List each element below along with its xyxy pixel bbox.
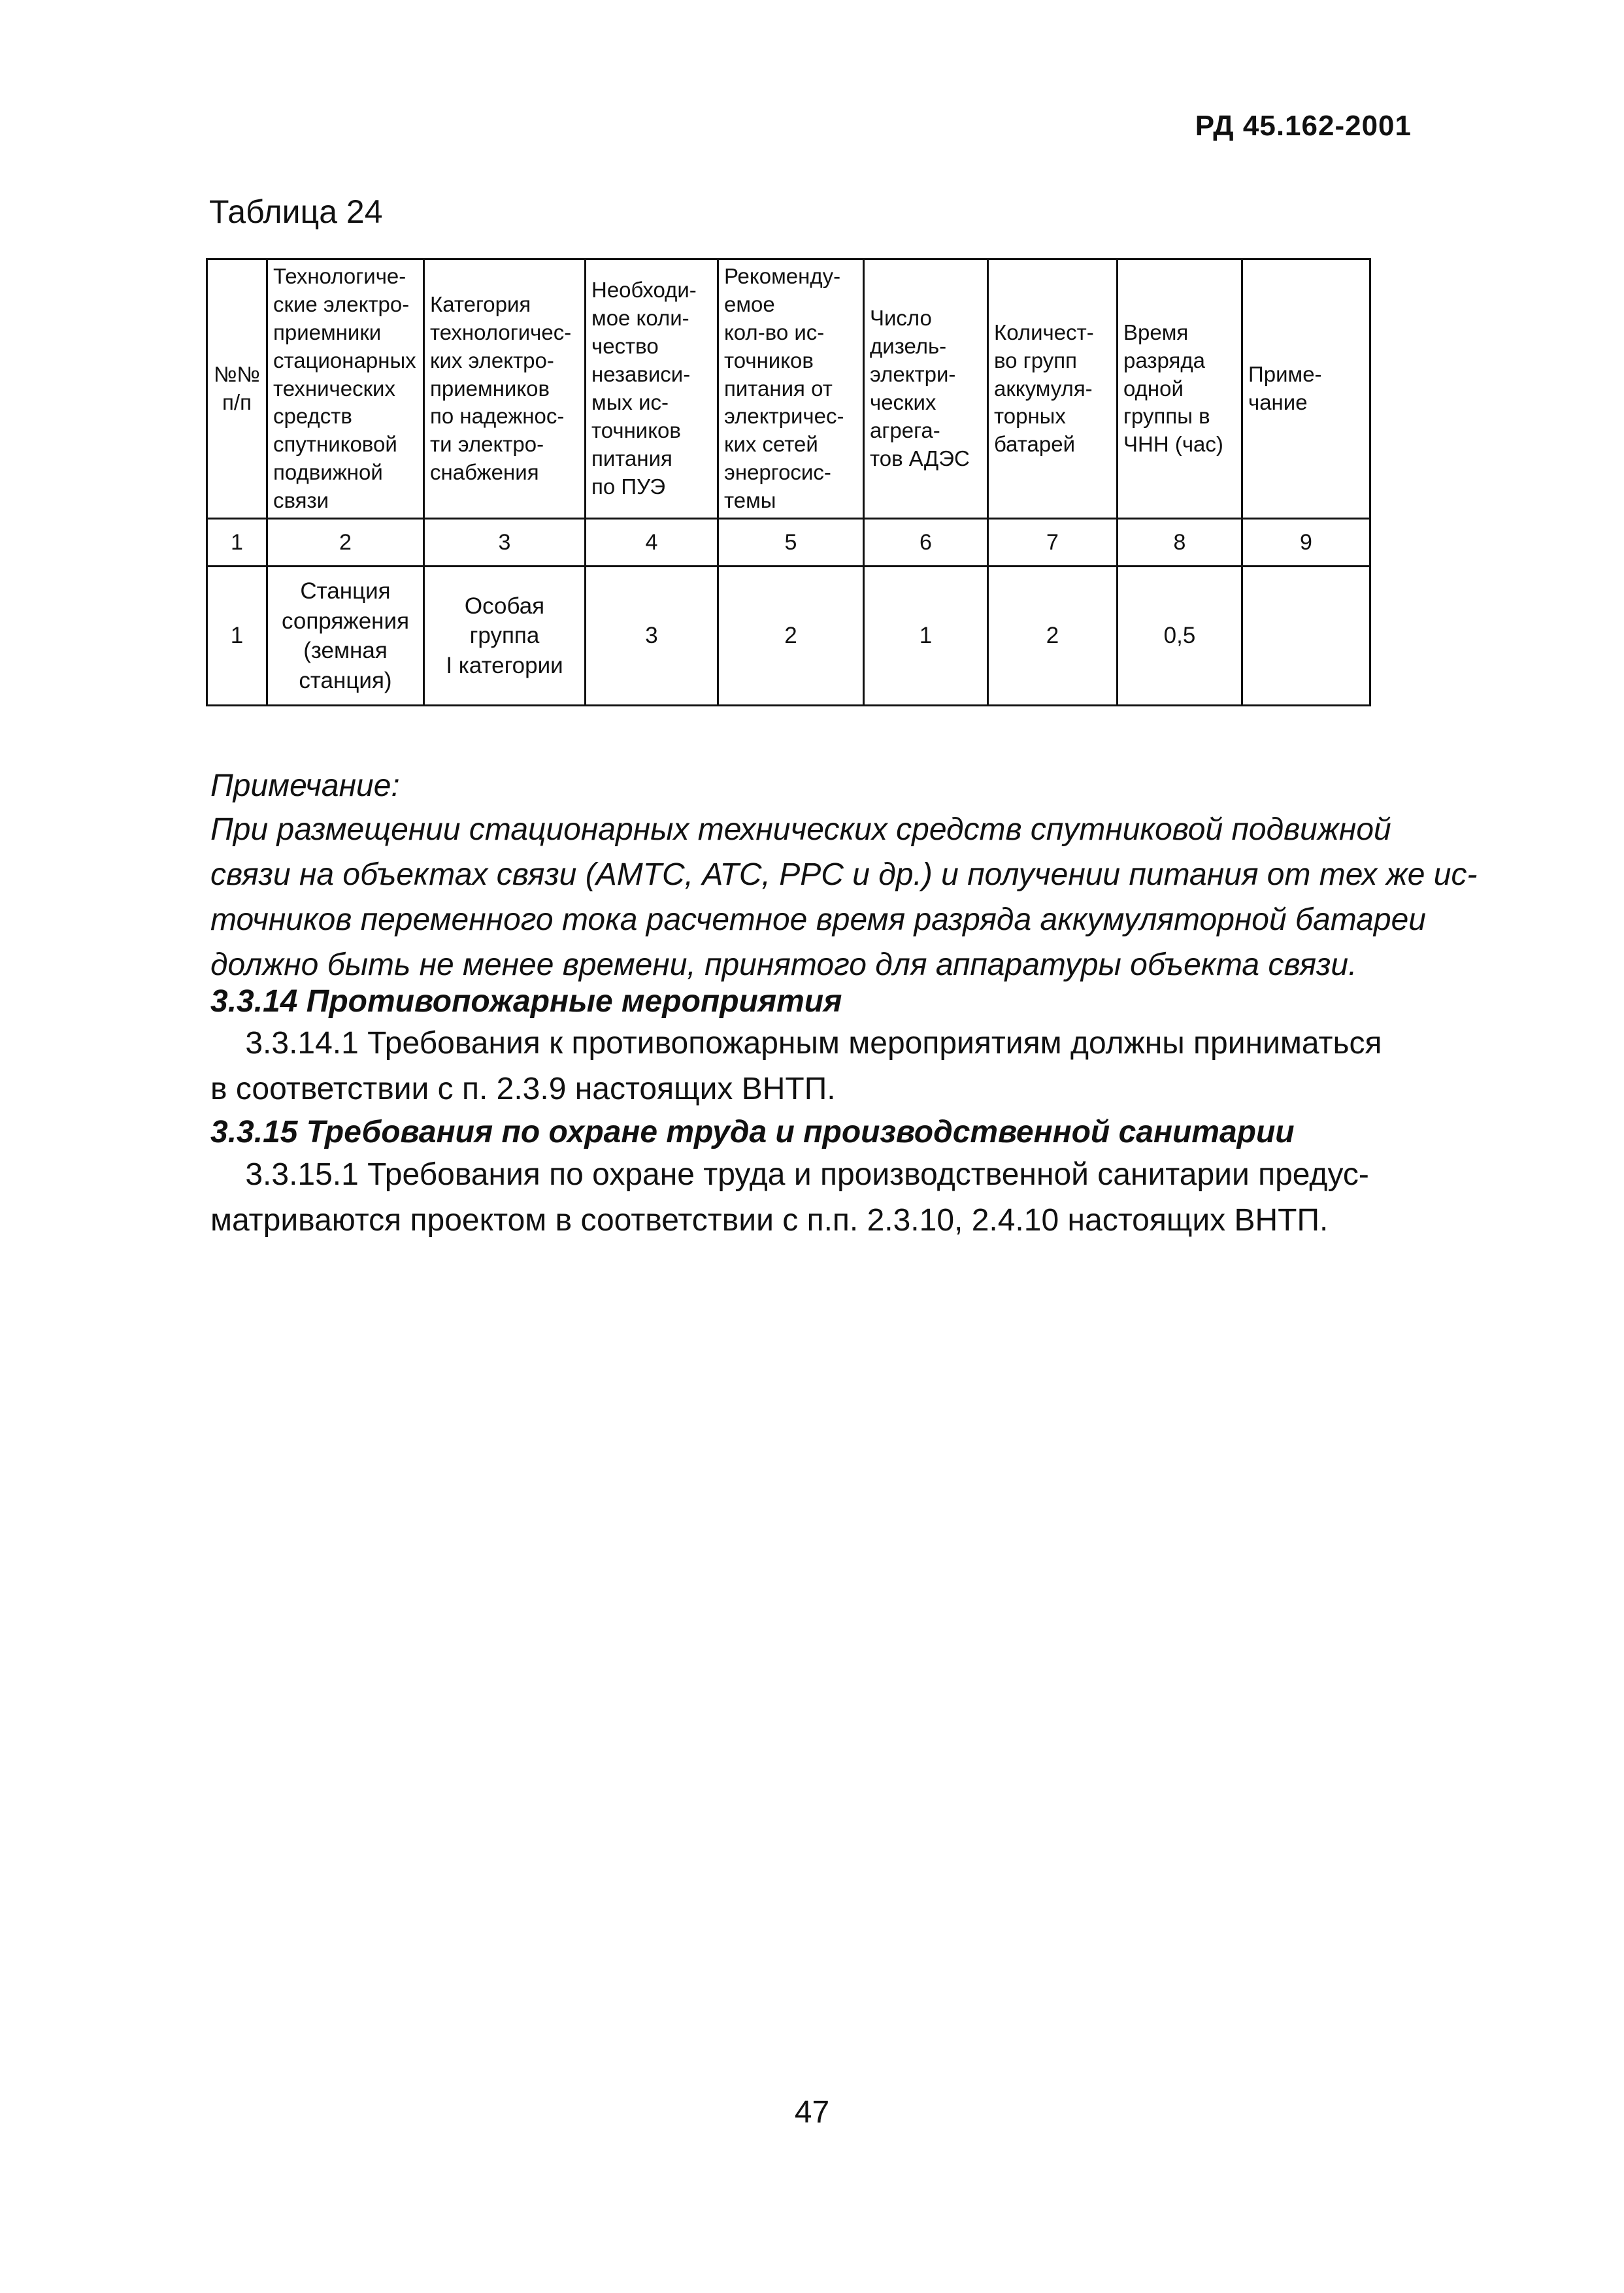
column-number-cell: 3 (424, 519, 586, 567)
header-line: Время (1123, 320, 1189, 344)
header-line: Количест- (994, 320, 1094, 344)
column-number-cell: 4 (586, 519, 718, 567)
cell-line: 0,5 (1163, 623, 1196, 649)
header-cell (424, 259, 586, 519)
header-line: ЧНН (час) (1123, 432, 1223, 457)
header-line: во групп (994, 348, 1077, 372)
cell-line: 1 (919, 623, 933, 649)
header-line: технологичес- (430, 320, 572, 344)
header-line: группы в (1123, 404, 1210, 429)
cell-line: 3 (645, 623, 658, 649)
table-cell (718, 567, 864, 706)
header-line: ких сетей (724, 432, 818, 457)
requirements-table (206, 258, 1371, 706)
header-line: Необходи- (591, 278, 697, 303)
column-number-cell: 8 (1118, 519, 1242, 567)
table-cell (864, 567, 988, 706)
note-line: связи на объектах связи (АМТС, АТС, РРС и др.) и получении питания от тех же ис- (210, 857, 1478, 892)
header-line: приемников (430, 376, 550, 401)
header-line: средств (273, 404, 352, 429)
paragraph-line: в соответствии с п. 2.3.9 настоящих ВНТП. (210, 1072, 836, 1106)
table-cell (424, 567, 586, 706)
header-line: технических (273, 376, 395, 401)
header-line: мых ис- (591, 390, 669, 414)
header-line: по ПУЭ (591, 474, 666, 499)
note-title: Примечание: (210, 768, 400, 803)
column-number-cell: 6 (864, 519, 988, 567)
cell-line: 2 (784, 623, 797, 649)
note-line: При размещении стационарных технических средств спутниковой подвижной (210, 812, 1391, 847)
header-line: стационарных (273, 348, 416, 372)
header-line: Технологиче- (273, 264, 406, 288)
header-cell (1242, 259, 1370, 519)
header-cell (718, 259, 864, 519)
cell-line: Особая (464, 593, 545, 619)
header-line: точников (591, 418, 681, 442)
table-cell (267, 567, 424, 706)
header-line: независи- (591, 362, 691, 387)
header-line: Категория (430, 291, 531, 316)
header-line: ти электро- (430, 432, 544, 457)
header-line: подвижной (273, 460, 383, 485)
header-cell (207, 259, 267, 519)
table-header-row (207, 259, 1370, 519)
header-line: одной (1123, 376, 1184, 401)
header-line: торных (994, 404, 1066, 429)
header-line: мое коли- (591, 306, 689, 331)
cell-line: 1 (230, 623, 244, 649)
cell-line: группа (469, 623, 540, 649)
header-line: разряда (1123, 348, 1205, 372)
note-text (210, 807, 1478, 987)
paragraph-line: 3.3.15.1 Требования по охране труда и производственной санитарии предус- (210, 1157, 1369, 1192)
table-cell (988, 567, 1118, 706)
section-paragraph (210, 1021, 1413, 1112)
cell-line: I категории (446, 652, 563, 678)
cell-line: 2 (1046, 623, 1059, 649)
header-line: питания (591, 446, 672, 470)
header-line: батарей (994, 432, 1076, 457)
header-line: п/п (222, 390, 252, 414)
header-cell (586, 259, 718, 519)
header-line: темы (724, 488, 776, 513)
table-row (207, 567, 1370, 706)
paragraph-line: матриваются проектом в соответствии с п.п. 2.3.10, 2.4.10 настоящих ВНТП. (210, 1203, 1329, 1238)
header-line: спутниковой (273, 432, 397, 457)
header-cell (267, 259, 424, 519)
note-line: точников переменного тока расчетное время разряда аккумуляторной батареи (210, 902, 1426, 937)
header-cell (864, 259, 988, 519)
table-cell (586, 567, 718, 706)
section-heading: 3.3.14 Противопожарные мероприятия (210, 984, 842, 1019)
table-cell (1118, 567, 1242, 706)
cell-line: (земная (303, 638, 388, 664)
column-number-cell: 5 (718, 519, 864, 567)
paragraph-line: 3.3.14.1 Требования к противопожарным мероприятиям должны приниматься (210, 1026, 1382, 1061)
cell-line: сопряжения (281, 608, 410, 634)
header-line: Число (870, 306, 932, 331)
header-line: электричес- (724, 404, 844, 429)
column-number-cell: 9 (1242, 519, 1370, 567)
header-line: Приме- (1248, 362, 1322, 387)
header-line: ческих (870, 390, 936, 414)
note-line: должно быть не менее времени, принятого для аппаратуры объекта связи. (210, 948, 1357, 982)
header-line: аккумуля- (994, 376, 1093, 401)
header-line: электри- (870, 362, 956, 387)
section-paragraph (210, 1152, 1413, 1244)
document-code: РД 45.162-2001 (1195, 110, 1412, 142)
column-number-cell: 7 (988, 519, 1118, 567)
header-line: связи (273, 488, 329, 513)
cell-line: Станция (300, 578, 391, 604)
header-line: емое (724, 291, 775, 316)
table-caption: Таблица 24 (209, 193, 383, 230)
header-cell (1118, 259, 1242, 519)
header-line: питания от (724, 376, 833, 401)
cell-line: станция) (299, 667, 392, 693)
header-line: дизель- (870, 334, 947, 359)
column-number-cell: 1 (207, 519, 267, 567)
header-line: точников (724, 348, 814, 372)
header-line: ких электро- (430, 348, 554, 372)
header-line: тов АДЭС (870, 446, 970, 470)
header-line: чание (1248, 390, 1308, 414)
header-line: приемники (273, 320, 382, 344)
header-cell (988, 259, 1118, 519)
header-line: по надежнос- (430, 404, 565, 429)
header-line: агрега- (870, 418, 940, 442)
column-number-row (207, 519, 1370, 567)
header-line: снабжения (430, 460, 539, 485)
column-number-cell: 2 (267, 519, 424, 567)
table-cell (207, 567, 267, 706)
section-heading: 3.3.15 Требования по охране труда и производственной санитарии (210, 1115, 1295, 1149)
header-line: чество (591, 334, 659, 359)
header-line: Рекоменду- (724, 264, 841, 288)
header-line: ские электро- (273, 291, 410, 316)
header-line: №№ (214, 362, 260, 387)
header-line: энергосис- (724, 460, 831, 485)
table-cell (1242, 567, 1370, 706)
header-line: кол-во ис- (724, 320, 825, 344)
page-number: 47 (794, 2095, 830, 2130)
